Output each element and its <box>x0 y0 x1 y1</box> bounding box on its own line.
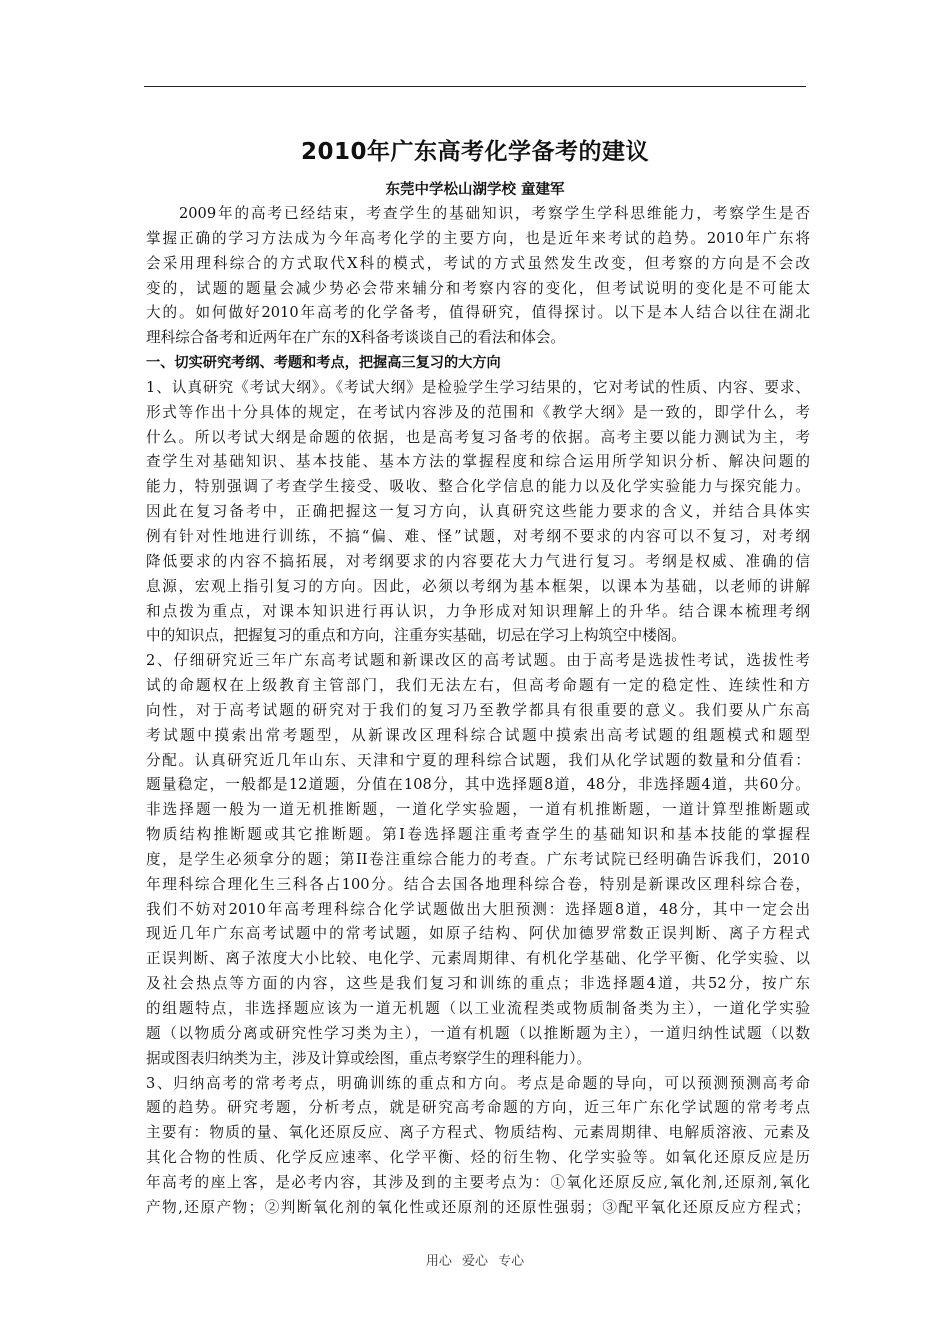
document-body <box>146 202 810 1221</box>
body-line: 考试题中摸索出常考题型，从新课改区理科综合试题中摸索出高考试题的组题模式和题型 <box>146 726 810 744</box>
document-author: 东莞中学松山湖学校 童建军 <box>385 182 565 198</box>
body-line: 题（以物质分离或研究性学习类为主），一道有机题（以推断题为主），一道归纳性试题（以数 <box>146 1024 810 1042</box>
body-line: 降低要求的内容不搞拓展，对考纲要求的内容要花大力气进行复习。考纲是权威、准确的信 <box>146 552 810 570</box>
body-line: 变的，试题的题量会减少势必会带来辅分和考察内容的变化，但考试说明的变化是不可能太 <box>146 279 810 297</box>
body-line: 年理科综合理化生三科各占100分。结合去国各地理科综合卷，特别是新课改区理科综合卷， <box>146 875 810 893</box>
body-line: 能力，特别强调了考查学生接受、吸收、整合化学信息的能力以及化学实验能力与探究能力。 <box>146 478 810 496</box>
body-line: 2、仔细研究近三年广东高考试题和新课改区的高考试题。由于高考是选拔性考试，选拔性考 <box>146 652 810 670</box>
document-title: 2010年广东高考化学备考的建议 <box>300 139 649 165</box>
body-line: 试的命题权在上级教育主管部门，我们无法左右，但高考命题有一定的稳定性、连续性和方 <box>146 677 810 695</box>
body-line: 我们不妨对2010年高考理科综合化学试题做出大胆预测：选择题8道，48分，其中一定会出 <box>146 900 810 918</box>
body-line: 2009年的高考已经结束，考查学生的基础知识，考察学生学科思维能力，考察学生是否 <box>146 205 810 222</box>
body-line: 掌握正确的学习方法成为今年高考化学的主要方向，也是近年来考试的趋势。2010年广东将 <box>146 229 810 247</box>
body-line: 理科综合备考和近两年在广东的X科备考谈谈自己的看法和体会。 <box>146 329 566 347</box>
body-line: 其化合物的性质、化学反应速率、化学平衡、烃的衍生物、化学实验等。如氧化还原反应是历 <box>146 1149 810 1167</box>
body-line: 据或图表归纳类为主，涉及计算或绘图，重点考察学生的理科能力）。 <box>146 1049 592 1067</box>
body-line: 形式等作出十分具体的规定，在考试内容涉及的范围和《教学大纲》是一致的，即学什么，考 <box>146 403 810 421</box>
body-line: 查学生对基础知识、基本技能、基本方法的掌握程度和综合运用所学知识分析、解决问题的 <box>146 453 810 471</box>
body-line: 主要有：物质的量、氧化还原反应、离子方程式、物质结构、元素周期律、电解质溶液、元素及 <box>146 1124 810 1142</box>
body-line: 产物,还原产物；②判断氧化剂的氧化性或还原剂的还原性强弱；③配平氧化还原反应方程式； <box>146 1198 810 1216</box>
body-line: 正误判断、离子浓度大小比较、电化学、元素周期律、有机化学基础、化学平衡、化学实验、以 <box>146 950 810 968</box>
body-line: 现近几年广东高考试题中的常考试题，如原子结构、阿伏加德罗常数正误判断、离子方程式 <box>146 925 810 943</box>
page-footer: 用心 爱心 专心 <box>425 1254 525 1269</box>
body-line: 分配。认真研究近几年山东、天津和宁夏的理科综合试题，我们从化学试题的数量和分值看： <box>146 751 810 769</box>
body-line: 和点拨为重点，对课本知识进行再认识，力争形成对知识理解上的升华。结合课本梳理考纲 <box>146 602 810 620</box>
body-line: 向性，对于高考试题的研究对于我们的复习乃至教学都具有很重要的意义。我们要从广东高 <box>146 701 810 719</box>
body-line: 的组题特点，非选择题应该为一道无机题（以工业流程类或物质制备类为主），一道化学实验 <box>146 1000 810 1017</box>
header-rule <box>144 86 806 87</box>
body-line: 3、归纳高考的常考考点，明确训练的重点和方向。考点是命题的导向，可以预测预测高考命 <box>146 1074 810 1092</box>
body-line: 中的知识点，把握复习的重点和方向，注重夯实基础，切忌在学习上构筑空中楼阁。 <box>146 627 686 645</box>
body-line: 度，是学生必须拿分的题；第II卷注重综合能力的考查。广东考试院已经明确告诉我们，2010 <box>146 850 810 868</box>
section-heading: 一、切实研究考纲、考题和考点，把握高三复习的大方向 <box>146 355 501 372</box>
body-line: 及社会热点等方面的内容，这些是我们复习和训练的重点；非选择题4道，共52分，按广东 <box>146 975 810 993</box>
body-line: 息源，宏观上指引复习的方向。因此，必须以考纲为基本框架，以课本为基础，以老师的讲解 <box>146 577 810 595</box>
body-line: 大的。如何做好2010年高考的化学备考，值得研究，值得探讨。以下是本人结合以往在湖北 <box>146 304 810 322</box>
body-line: 会采用理科综合的方式取代X科的模式，考试的方式虽然发生改变，但考察的方向是不会改 <box>146 254 810 272</box>
body-line: 题的趋势。研究考题，分析考点，就是研究高考命题的方向，近三年广东化学试题的常考考点 <box>146 1099 810 1117</box>
body-line: 题量稳定，一般都是12道题，分值在108分，其中选择题8道，48分，非选择题4道，共60分。 <box>146 776 810 794</box>
body-line: 因此在复习备考中，正确把握这一复习方向，认真研究这些能力要求的含义，并结合具体实 <box>146 503 810 521</box>
body-line: 非选择题一般为一道无机推断题，一道化学实验题，一道有机推断题，一道计算型推断题或 <box>146 801 810 819</box>
body-line: 例有针对性地进行训练，不搞“偏、难、怪”试题，对考纲不要求的内容可以不复习，对考纲 <box>146 527 810 545</box>
body-line: 物质结构推断题或其它推断题。第I卷选择题注重考查学生的基础知识和基本技能的掌握程 <box>146 826 810 844</box>
body-line: 1、认真研究《考试大纲》。《考试大纲》是检验学生学习结果的，它对考试的性质、内容、要求、 <box>146 378 810 396</box>
body-line: 年高考的座上客，是必考内容，其涉及到的主要考点为：①氧化还原反应,氧化剂,还原剂,氧化 <box>146 1173 810 1191</box>
body-line: 什么。所以考试大纲是命题的依据，也是高考复习备考的依据。高考主要以能力测试为主，考 <box>146 428 810 446</box>
